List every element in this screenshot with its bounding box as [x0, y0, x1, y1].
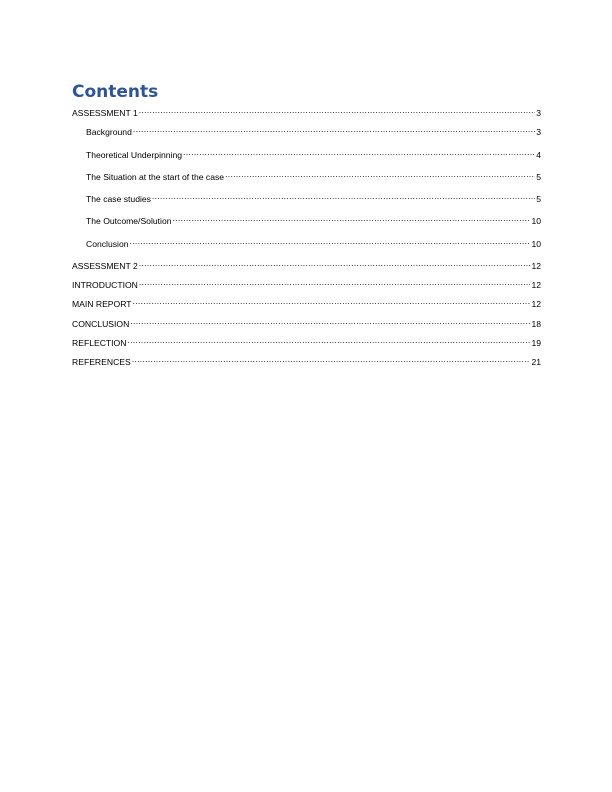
toc-entry-conclusion-main[interactable] [72, 316, 541, 330]
toc-page-number: 3 [536, 127, 541, 137]
toc-page-number: 12 [531, 280, 541, 290]
toc-entry-main-report[interactable] [72, 296, 541, 310]
toc-entry-label: REFLECTION [72, 338, 127, 348]
toc-dot-leader [139, 277, 531, 288]
toc-entry-case-studies[interactable] [86, 191, 541, 205]
toc-entry-label: The Situation at the start of the case [86, 172, 225, 182]
toc-entry-label: CONCLUSION [72, 319, 130, 329]
toc-dot-leader [139, 258, 531, 269]
toc-page-number: 5 [536, 194, 541, 204]
toc-entry-label: ASSESSMENT 1 [72, 108, 138, 118]
toc-entry-assessment-2[interactable] [72, 258, 541, 272]
toc-dot-leader [133, 296, 531, 307]
toc-entry-assessment-1[interactable] [72, 105, 541, 119]
toc-dot-leader [127, 335, 530, 346]
toc-entry-label: The case studies [86, 194, 151, 204]
toc-page-number: 4 [536, 150, 541, 160]
toc-entry-conclusion[interactable] [86, 236, 541, 250]
toc-entry-background[interactable] [86, 124, 541, 138]
toc-entry-situation-at-start[interactable] [86, 169, 541, 183]
toc-dot-leader [139, 105, 535, 116]
toc-dot-leader [173, 213, 531, 224]
toc-entry-reflection[interactable] [72, 335, 541, 349]
toc-entry-label: The Outcome/Solution [86, 216, 172, 226]
toc-entry-label: Conclusion [86, 239, 129, 249]
toc-page-number: 19 [531, 338, 541, 348]
toc-page-number: 21 [531, 357, 541, 367]
toc-dot-leader [225, 169, 535, 180]
table-of-contents [72, 0, 541, 792]
toc-dot-leader [152, 191, 535, 202]
toc-entry-label: Background [86, 127, 132, 137]
toc-page-number: 10 [531, 239, 541, 249]
toc-entry-introduction[interactable] [72, 277, 541, 291]
toc-dot-leader [132, 354, 531, 365]
toc-entry-label: ASSESSMENT 2 [72, 261, 138, 271]
toc-page-number: 12 [531, 299, 541, 309]
toc-dot-leader [130, 316, 530, 327]
toc-page-number: 12 [531, 261, 541, 271]
toc-page-number: 18 [531, 319, 541, 329]
toc-entry-outcome-solution[interactable] [86, 213, 541, 227]
toc-page-number: 10 [531, 216, 541, 226]
toc-entry-references[interactable] [72, 354, 541, 368]
toc-entry-theoretical-underpinning[interactable] [86, 147, 541, 161]
toc-entry-label: MAIN REPORT [72, 299, 132, 309]
toc-dot-leader [133, 124, 535, 135]
toc-entry-label: INTRODUCTION [72, 280, 138, 290]
toc-entry-label: REFERENCES [72, 357, 131, 367]
toc-dot-leader [183, 147, 535, 158]
toc-entry-label: Theoretical Underpinning [86, 150, 183, 160]
toc-page-number: 5 [536, 172, 541, 182]
toc-page-number: 3 [536, 108, 541, 118]
toc-dot-leader [130, 236, 531, 247]
contents-heading: Contents [72, 82, 159, 102]
